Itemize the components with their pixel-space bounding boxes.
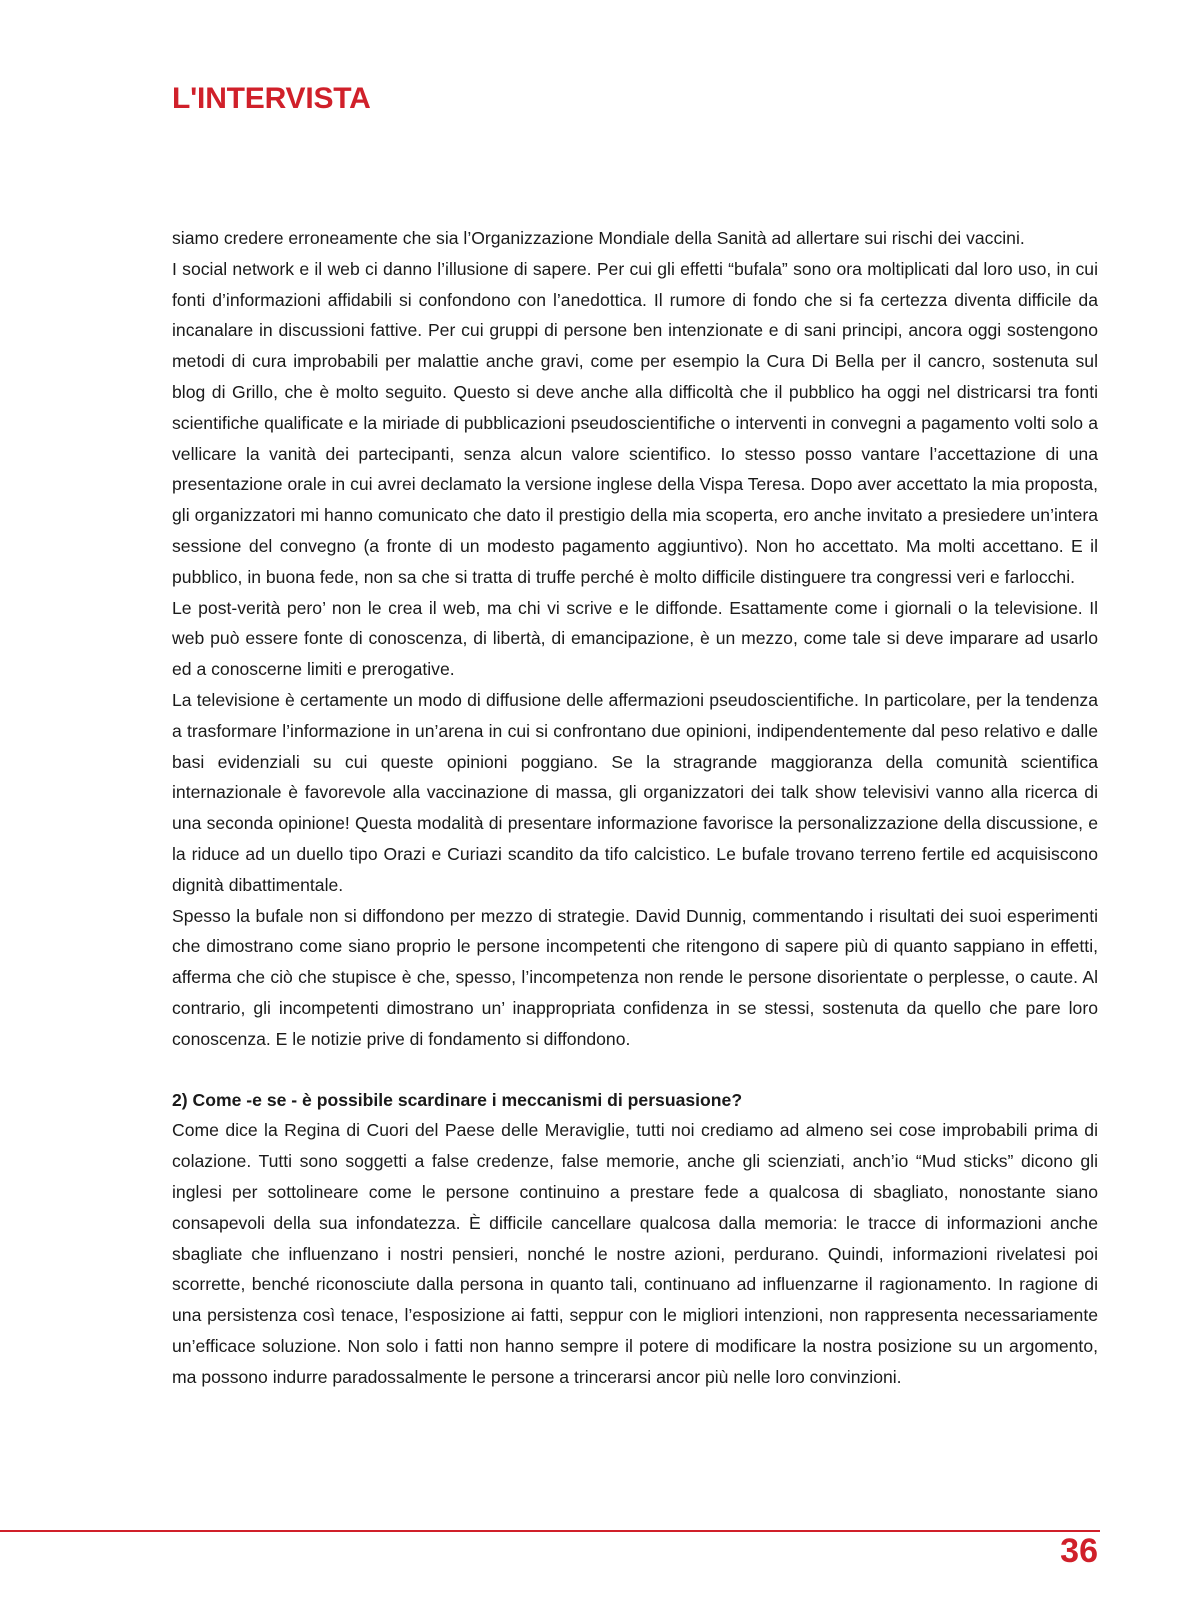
- paragraph: siamo credere erroneamente che sia l’Organizzazione Mondiale della Sanità ad allertare sui rischi dei vaccini.: [172, 228, 1025, 248]
- paragraph: I social network e il web ci danno l’illusione di sapere. Per cui gli effetti “bufala” sono ora moltiplicati dal loro uso, in cui fonti d’informazioni affidabili si confondono con l’anedottica. Il rumore di fondo che si fa certezza diventa difficile da incanalare in discussioni fattive. Per cui gruppi di persone ben intenzionate e di sani principi, ancora oggi sostengono metodi di cura improbabili per malattie anche gravi, come per esempio la Cura Di Bella per il cancro, sostenuta sul blog di Grillo, che è molto seguito. Questo si deve anche alla difficoltà che il pubblico ha oggi nel districarsi tra fonti scientifiche qualificate e la miriade di pubblicazioni pseudoscientifiche o interventi in convegni a pagamento volti solo a vellicare la vanità dei partecipanti, senza alcun valore scientifico. Io stesso posso vantare l’accettazione di una presentazione orale in cui avrei declamato la versione inglese della Vispa Teresa. Dopo aver accettato la mia proposta, gli organizzatori mi hanno comunicato che dato il prestigio della mia scoperta, ero anche invitato a presiedere un’intera sessione del convegno (a fronte di un modesto pagamento aggiuntivo). Non ho accettato. Ma molti accettano. E il pubblico, in buona fede, non sa che si tratta di truffe perché è molto difficile distinguere tra congressi veri e farlocchi.: [172, 258, 1098, 587]
- paragraph: Come dice la Regina di Cuori del Paese delle Meraviglie, tutti noi crediamo ad almeno sei cose improbabili prima di colazione. Tutti sono soggetti a false credenze, false memorie, anche gli scienziati, anch’io “Mud sticks” dicono gli inglesi per sottolineare come le persone continuino a prestare fede a qualcosa di sbagliato, nonostante siano consapevoli della sua infondatezza. È difficile cancellare qualcosa dalla memoria: le tracce di informazioni anche sbagliate che influenzano i nostri pensieri, nonché le nostre azioni, perdurano. Quindi, informazioni rivelatesi poi scorrette, benché riconosciute dalla persona in quanto tali, continuano ad influenzarne il ragionamento. In ragione di una persistenza così tenace, l’esposizione ai fatti, seppur con le migliori intenzioni, non rappresenta necessariamente un’efficace soluzione. Non solo i fatti non hanno sempre il potere di modificare la nostra posizione su un argomento, ma possono indurre paradossalmente le persone a trincerarsi ancor più nelle loro convinzioni.: [172, 1120, 1098, 1387]
- section-label: L'INTERVISTA: [172, 82, 371, 115]
- page-number: 36: [1060, 1532, 1098, 1570]
- paragraph: Le post-verità pero’ non le crea il web, ma chi vi scrive e le diffonde. Esattamente come i giornali o la televisione. Il web può essere fonte di conoscenza, di libertà, di emancipazione, è un mezzo, come tale si deve imparare ad usarlo ed a conoscerne limiti e prerogative.: [172, 597, 1098, 680]
- paragraph-spacer: [172, 1055, 1098, 1085]
- footer-divider: [0, 1530, 1100, 1532]
- article-body: [172, 223, 1098, 1392]
- question-heading: 2) Come -e se - è possibile scardinare i meccanismi di persuasione?: [172, 1089, 743, 1110]
- paragraph: Spesso la bufale non si diffondono per mezzo di strategie. David Dunnig, commentando i risultati dei suoi esperimenti che dimostrano come siano proprio le persone incompetenti che ritengono di sapere più di quanto sappiano in effetti, afferma che ciò che stupisce è che, spesso, l’incompetenza non rende le persone disorientate o perplesse, o caute. Al contrario, gli incompetenti dimostrano un’ inappropriata confidenza in se stessi, sostenuta da quello che pare loro conoscenza. E le notizie prive di fondamento si diffondono.: [172, 905, 1098, 1049]
- paragraph: La televisione è certamente un modo di diffusione delle affermazioni pseudoscientifiche. In particolare, per la tendenza a trasformare l’informazione in un’arena in cui si confrontano due opinioni, indipendentemente dal peso relativo e dalle basi evidenziali su cui queste opinioni poggiano. Se la stragrande maggioranza della comunità scientifica internazionale è favorevole alla vaccinazione di massa, gli organizzatori dei talk show televisivi vanno alla ricerca di una seconda opinione! Questa modalità di presentare informazione favorisce la personalizzazione della discussione, e la riduce ad un duello tipo Orazi e Curiazi scandito da tifo calcistico. Le bufale trovano terreno fertile ed acquisiscono dignità dibattimentale.: [172, 689, 1098, 895]
